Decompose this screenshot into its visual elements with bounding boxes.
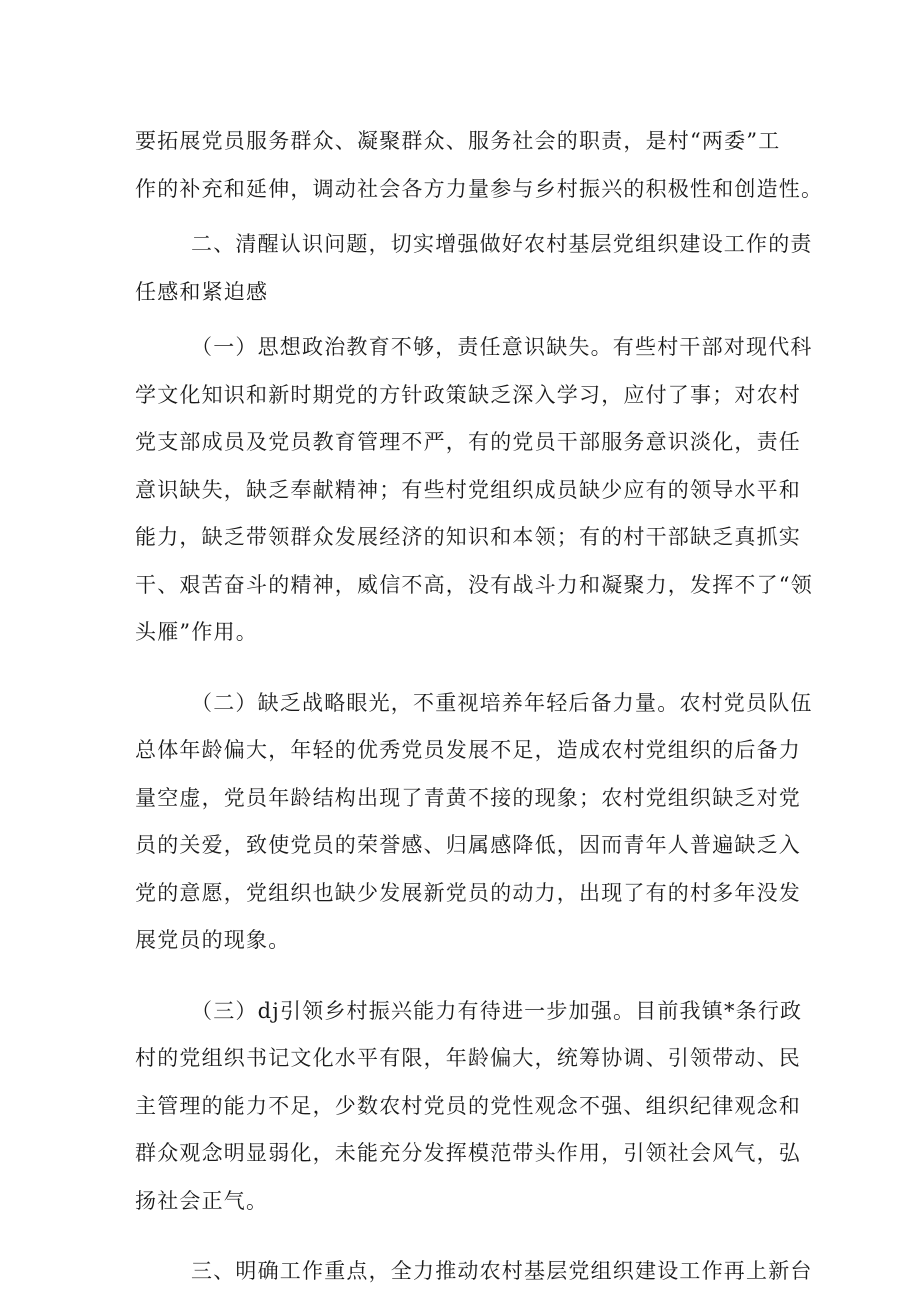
text-line: 总体年龄偏大，年轻的优秀党员发展不足，造成农村党组织的后备力	[135, 738, 801, 762]
text-line: （一）思想政治教育不够，责任意识缺失。有些村干部对现代科	[191, 335, 813, 359]
text-line: 党支部成员及党员教育管理不严，有的党员干部服务意识淡化，责任	[135, 430, 801, 454]
text-line: 党的意愿，党组织也缺少发展新党员的动力，出现了有的村多年没发	[135, 880, 801, 905]
document-page	[135, 118, 824, 1296]
text-line: 量空虚，党员年龄结构出现了青黄不接的现象；农村党组织缺乏对党	[135, 785, 801, 810]
text-line: 能力，缺乏带领群众发展经济的知识和本领；有的村干部缺乏真抓实	[135, 525, 801, 549]
text-line: （三）dj引领乡村振兴能力有待进一步加强。目前我镇*条行政	[191, 998, 803, 1023]
text-line: 扬社会正气。	[135, 1188, 269, 1213]
text-line: 员的关爱，致使党员的荣誉感、归属感降低，因而青年人普遍缺乏入	[135, 833, 801, 857]
section-2-heading	[135, 221, 813, 316]
heading-line: 任感和紧迫感	[135, 279, 269, 304]
text-line: 作的补充和延伸，调动社会各方力量参与乡村振兴的积极性和创造性。	[135, 176, 824, 201]
text-line: 村的党组织书记文化水平有限，年龄偏大，统筹协调、引领带动、民	[135, 1046, 801, 1070]
text-line: 意识缺失，缺乏奉献精神；有些村党组织成员缺少应有的领导水平和	[135, 477, 801, 502]
text-line: （二）缺乏战略眼光，不重视培养年轻后备力量。农村党员队伍	[191, 690, 813, 715]
section-2-item-2	[135, 680, 813, 965]
text-line: 群众观念明显弱化，未能充分发挥模范带头作用，引领社会风气，弘	[135, 1141, 801, 1165]
text-line: 干、艰苦奋斗的精神，威信不高，没有战斗力和凝聚力，发挥不了“领	[135, 572, 813, 597]
text-line: 要拓展党员服务群众、凝聚群众、服务社会的职责，是村“两委”工	[135, 129, 781, 153]
section-2-item-1	[135, 324, 813, 657]
intro-paragraph	[135, 118, 824, 213]
text-line: 头雁”作用。	[135, 620, 258, 644]
text-line: 主管理的能力不足，少数农村党员的党性观念不强、组织纪律观念和	[135, 1093, 801, 1118]
text-line: 展党员的现象。	[135, 928, 291, 952]
heading-line: 三、明确工作重点，全力推动农村基层党组织建设工作再上新台	[191, 1259, 813, 1283]
text-line: 学文化知识和新时期党的方针政策缺乏深入学习，应付了事；对农村	[135, 382, 801, 407]
section-3-heading	[135, 1248, 813, 1296]
heading-line: 二、清醒认识问题，切实增强做好农村基层党组织建设工作的责	[191, 232, 813, 256]
section-2-item-3	[135, 988, 803, 1226]
